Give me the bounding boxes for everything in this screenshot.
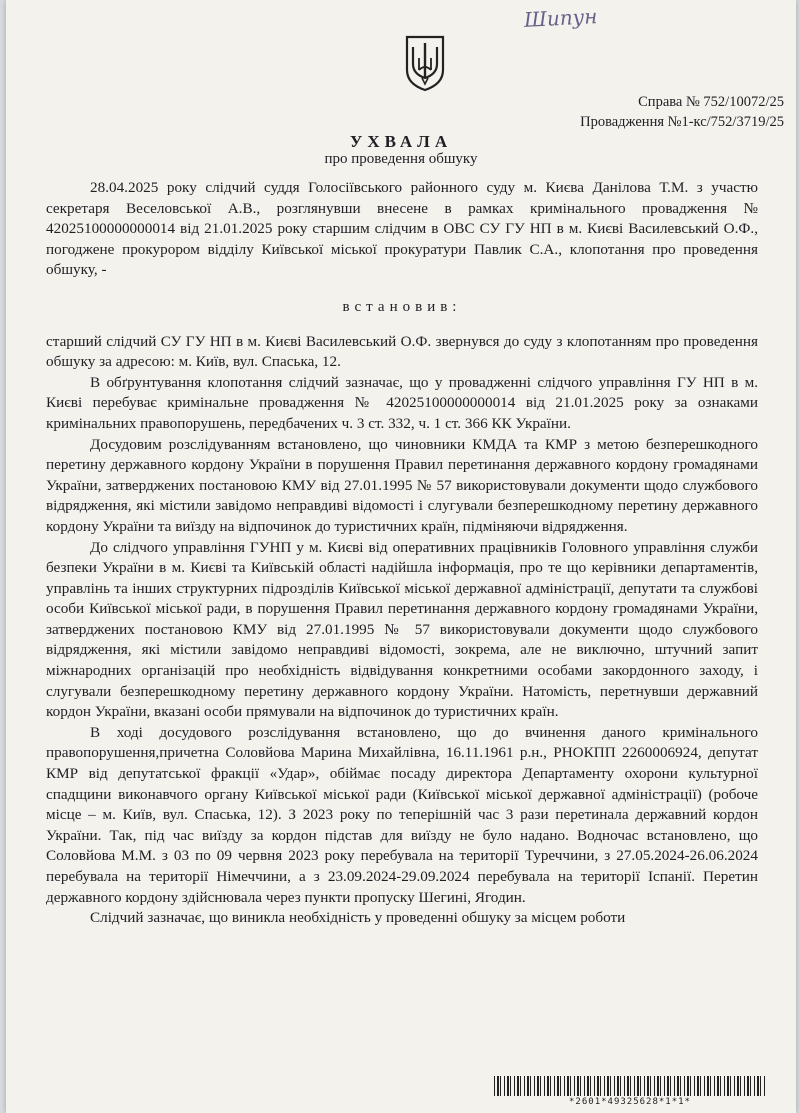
established-heading: встановив: <box>342 298 462 315</box>
barcode <box>494 1076 766 1110</box>
body-paragraph: Слідчий зазначає, що виникла необхідність у проведенні обшуку за місцем роботи <box>90 909 626 927</box>
document-page <box>6 0 796 1113</box>
intro-paragraph: 28.04.2025 року слідчий суддя Голосіївського районного суду м. Києва Данілова Т.М. з участю секретаря Веселовської А.В., розглянувши внесене в рамках кримінального провадження № 42025100000000014 від 21.01.2025 року старшим слідчим в ОВС СУ ГУ НП в м. Києві Василевський О.Ф., погоджене прокурором відділу Київської міської прокуратури Павлик С.А., клопотання про проведення обшуку, - <box>46 179 758 279</box>
body-paragraph: В обґрунтування клопотання слідчий зазначає, що у провадженні слідчого управління ГУ НП в м. Києві перебуває кримінальне провадження № 42025100000000014 від 21.01.2025 року за ознаками кримінальних правопорушень, передбачених ч. 3 ст. 332, ч. 1 ст. 366 КК України. <box>46 373 758 432</box>
barcode-number: *2601*49325628*1*1* <box>569 1097 691 1107</box>
body-paragraph: До слідчого управління ГУНП у м. Києві від оперативних працівників Головного управління служби безпеки України в м. Києві та Київській області надійшла інформація, про те що керівники департаментів, управлінь та інших структурних підрозділів Київської міської державної адміністрації, депутати та службові особи Київської міської ради, в порушення Правил перетинання державного кордону громадянами України, затверджених постановою КМУ від 27.01.1995 № 57 використовували документи щодо службового відрядження, які містили завідомо неправдиві відомості, зокрема, але не виключно, штучний запит міжнародних організацій про необхідність відвідування конкретними особами закордонного заходу, і слугували безперешкодному перетину державного кордону України. Натомість, перетнувши державний кордон України, вказані особи прямували на відпочинок до туристичних країн. <box>46 538 758 721</box>
document-subtitle: про проведення обшуку <box>324 151 478 167</box>
proceedings-number: Провадження №1-кс/752/3719/25 <box>580 114 784 130</box>
case-info <box>554 92 784 132</box>
body-paragraph: старший слідчий СУ ГУ НП в м. Києві Василевський О.Ф. звернувся до суду з клопотанням про проведення обшуку за адресою: м. Київ, вул. Спаська, 12. <box>46 332 758 371</box>
case-number: Справа № 752/10072/25 <box>638 94 784 110</box>
handwritten-note: Шипун <box>523 4 598 32</box>
barcode-bars <box>494 1076 766 1096</box>
body-paragraph: В ході досудового розслідування встановлено, що до вчинення даного кримінального правопорушення,причетна Соловйова Марина Михайлівна, 16.11.1961 р.н., РНОКПП 2260006924, депутат КМР від депутатської фракції «Удар», обіймає посаду директора Департаменту охорони культурної спадщини виконавчого органу Київської міської ради (Київської міської державної адміністрації) (робоче місце – м. Київ, вул. Спаська, 12). З 2023 року по теперішній час 3 рази перетинала державний кордон України. Так, під час виїзду за кордон підстав для виїзду не було надано. Водночас встановлено, що Соловйова М.М. з 03 по 09 червня 2023 року перебувала на території Туреччини, з 27.05.2024-26.06.2024 перебувала на території Німеччини, а з 23.09.2024-29.09.2024 перебувала на території Іспанії. Перетин державного кордону здійснювала через пункти пропуску Шегині, Ягодин. <box>46 723 758 906</box>
body-paragraph: Досудовим розслідуванням встановлено, що чиновники КМДА та КМР з метою безперешкодного перетину державного кордону України в порушення Правил перетинання державного кордону громадянами України, затверджених постановою КМУ від 27.01.1995 № 57 використовували документи щодо службового відрядження, які містили завідомо неправдиві відомості і слугували безперешкодному перетину державного кордону України та виїзду на відпочинок до туристичних країн, підміняючи відрядження. <box>46 435 758 535</box>
document-body <box>46 178 758 929</box>
coat-of-arms-icon <box>404 34 446 92</box>
document-title: УХВАЛА <box>349 132 453 151</box>
